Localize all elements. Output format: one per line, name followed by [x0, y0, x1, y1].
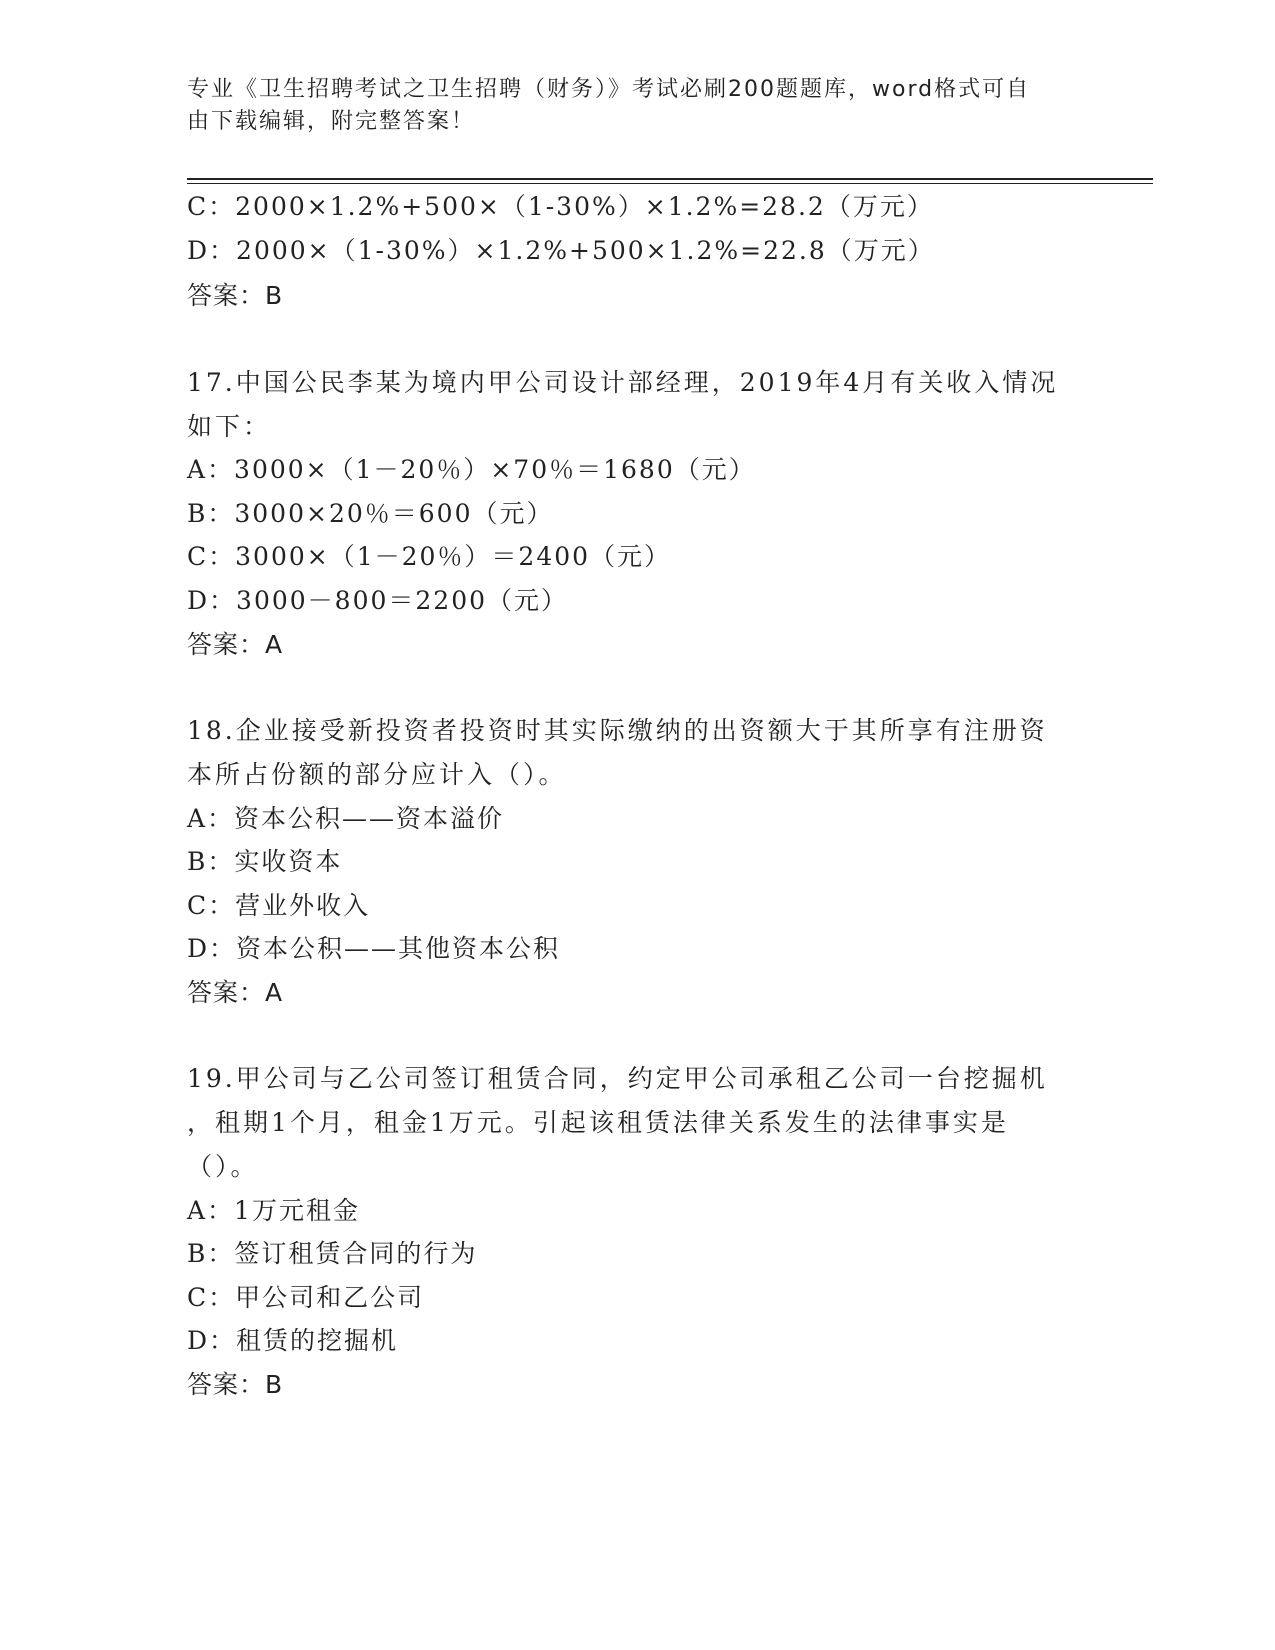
q17-stem-line-1: 17.中国公民李某为境内甲公司设计部经理，2019年4月有关收入情况 — [187, 368, 1059, 397]
q16-option-d: D：2000×（1-30%）×1.2%+500×1.2%=22.8（万元） — [187, 236, 935, 265]
q18-stem-line-1: 18.企业接受新投资者投资时其实际缴纳的出资额大于其所享有注册资 — [187, 716, 1048, 745]
q19-option-b: B：签订租赁合同的行为 — [187, 1239, 478, 1268]
header-divider-thick — [187, 178, 1153, 180]
q19-stem-line-3: （）。 — [187, 1152, 259, 1181]
q19-option-d: D：租赁的挖掘机 — [187, 1326, 399, 1355]
q17-stem-line-2: 如下： — [187, 412, 272, 441]
q17-answer: 答案：A — [187, 630, 284, 659]
q16-answer: 答案：B — [187, 281, 284, 310]
q17-option-b: B：3000×20％＝600（元） — [187, 499, 554, 528]
q19-stem-line-1: 19.甲公司与乙公司签订租赁合同，约定甲公司承租乙公司一台挖掘机 — [187, 1064, 1048, 1093]
q16-option-c: C：2000×1.2%+500×（1-30%）×1.2%=28.2（万元） — [187, 192, 934, 221]
q18-option-d: D：资本公积——其他资本公积 — [187, 934, 561, 963]
q19-option-c: C：甲公司和乙公司 — [187, 1283, 425, 1312]
q18-answer: 答案：A — [187, 978, 284, 1007]
document-header — [187, 74, 1067, 138]
q18-option-b: B：实收资本 — [187, 847, 343, 876]
q18-option-c: C：营业外收入 — [187, 891, 371, 920]
header-line-2: 由下载编辑，附完整答案！ — [187, 109, 476, 134]
header-divider-thin — [187, 183, 1153, 184]
q17-option-d: D：3000－800＝2200（元） — [187, 586, 569, 615]
q19-stem-line-2: ，租期1个月，租金1万元。引起该租赁法律关系发生的法律事实是 — [187, 1108, 1009, 1137]
q19-option-a: A：1万元租金 — [187, 1196, 360, 1225]
q17-option-c: C：3000×（1－20％）＝2400（元） — [187, 542, 672, 571]
q18-option-a: A：资本公积——资本溢价 — [187, 804, 505, 833]
q18-stem-line-2: 本所占份额的部分应计入（）。 — [187, 760, 567, 789]
header-line-1: 专业《卫生招聘考试之卫生招聘（财务）》考试必刷200题题库，word格式可自 — [187, 77, 1031, 102]
q19-answer: 答案：B — [187, 1370, 284, 1399]
q17-option-a: A：3000×（1－20％）×70％＝1680（元） — [187, 455, 756, 484]
